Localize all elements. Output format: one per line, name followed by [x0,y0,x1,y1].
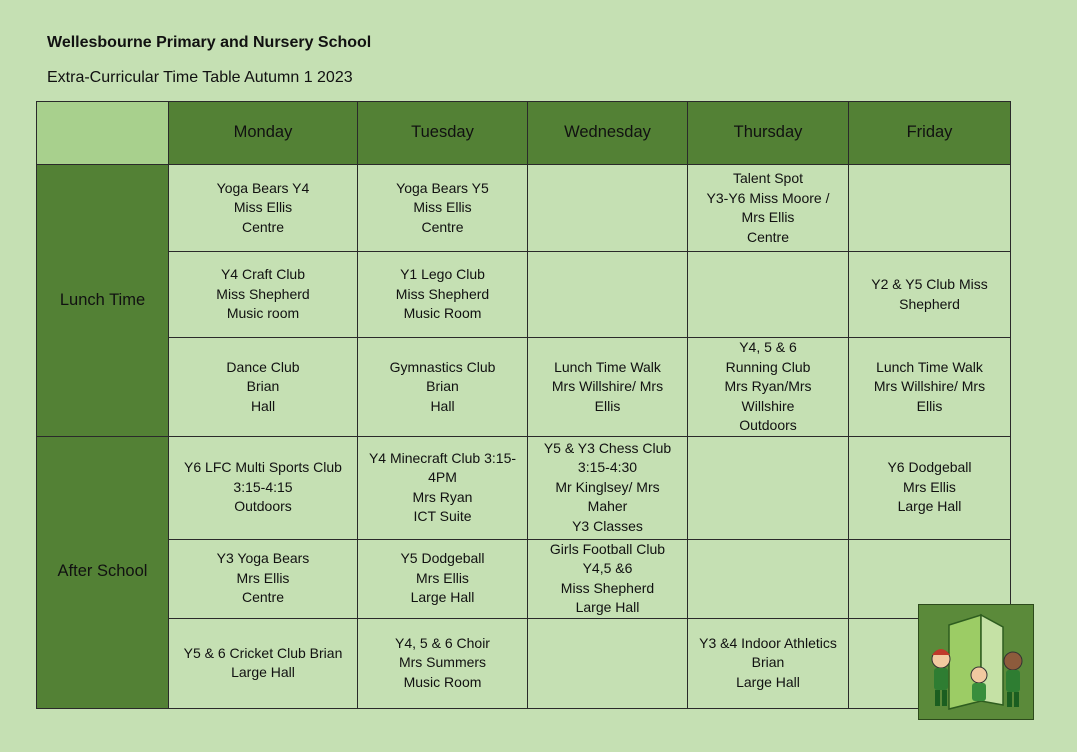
activity-cell-tuesday [358,252,528,338]
activity-text: Y3-Y6 Miss Moore / [706,189,830,206]
activity-text: Y3 &4 Indoor Athletics [699,634,837,651]
activity-text: Large Hall [897,498,962,515]
activity-text: Brian [751,654,785,671]
activity-text: Large Hall [575,599,640,615]
activity-cell-wednesday [528,436,688,539]
activity-cell-tuesday [358,618,528,708]
activity-text: Centre [746,228,790,245]
activity-cell-thursday [688,165,849,252]
activity-cell-wednesday [528,539,688,618]
activity-text: Large Hall [231,664,295,680]
activity-text: Y5 & Y3 Chess Club [543,439,672,456]
activity-cell-friday [849,338,1011,437]
corner-cell [37,102,169,165]
day-header-wednesday: Wednesday [528,102,688,165]
activity-text: Centre [241,218,285,235]
activity-cell-monday [169,436,358,539]
period-lunch-time: Lunch Time [37,165,169,437]
activity-text: Outdoors [739,417,797,433]
school-logo [918,604,1034,720]
activity-text: Y6 LFC Multi Sports Club [184,459,342,476]
activity-text: Yoga Bears Y4 [216,179,310,196]
activity-text: Hall [430,397,455,414]
activity-cell-friday [849,252,1011,338]
children-book-illustration [919,605,1033,719]
day-header-thursday: Thursday [688,102,849,165]
activity-text: Mrs Willshire/ Mrs [873,378,986,394]
activity-text: Miss Shepherd [216,285,310,302]
activity-cell-monday [169,338,358,437]
activity-text: ICT Suite [413,508,472,524]
activity-text: Mrs Ellis [741,209,795,225]
activity-text: Y6 Dodgeball [887,459,972,476]
activity-cell-thursday [688,618,849,708]
activity-text: Brian [246,378,280,394]
activity-text: Music room [226,305,300,322]
activity-row [37,618,1011,708]
activity-text: Shepherd [899,295,960,312]
activity-row [37,165,1011,252]
period-after-school: After School [37,436,169,708]
activity-text: Centre [421,218,464,235]
activity-cell-wednesday [528,338,688,437]
activity-text: Y4, 5 & 6 [739,339,797,355]
activity-row [37,252,1011,338]
activity-text: Y1 Lego Club [400,266,485,283]
activity-text: Lunch Time Walk [876,358,983,375]
day-header-friday: Friday [849,102,1011,165]
activity-text: Miss Ellis [233,199,293,216]
activity-cell-monday [169,539,358,618]
activity-text: Centre [241,589,285,606]
activity-text: Running Club [725,358,811,375]
activity-text: Maher [587,498,628,515]
activity-text: Music Room [403,673,482,690]
activity-text: Ellis [916,397,943,414]
activity-cell-monday [169,165,358,252]
timetable [36,101,1011,709]
activity-text: Mrs Willshire/ Mrs [551,378,664,394]
activity-text: Dance Club [226,358,300,375]
activity-text: 3:15-4:15 [233,478,293,495]
activity-text: Y5 & 6 Cricket Club Brian [183,644,343,661]
activity-cell-monday [169,618,358,708]
activity-text: Lunch Time Walk [554,358,661,375]
activity-cell-thursday [688,539,849,618]
activity-cell-tuesday [358,436,528,539]
timetable-body [37,102,1011,709]
activity-text: Girls Football Club [549,540,666,557]
activity-text: Y4 Craft Club [220,266,306,283]
activity-cell-friday [849,165,1011,252]
activity-text: Talent Spot [732,170,804,186]
activity-text: Y3 Classes [572,517,643,534]
activity-text: Y3 Yoga Bears [216,550,310,567]
activity-text: Mrs Ellis [236,569,290,586]
activity-text: Mrs Summers [398,654,487,671]
activity-text: Yoga Bears Y5 [396,179,489,196]
activity-row [37,338,1011,437]
activity-cell-tuesday [358,539,528,618]
activity-text: Y4, 5 & 6 Choir [395,634,490,651]
activity-text: Hall [250,397,276,414]
activity-text: Large Hall [410,589,475,606]
activity-text: Y2 & Y5 Club Miss [871,276,988,292]
activity-text: Mrs Ryan [412,488,473,505]
activity-row [37,539,1011,618]
activity-text: Ellis [594,397,621,414]
day-header-tuesday: Tuesday [358,102,528,165]
activity-text: Mrs Ellis [416,569,469,586]
activity-text: Mr Kinglsey/ Mrs [555,478,660,495]
activity-text: Mrs Ellis [903,478,956,495]
activity-text: Willshire [741,397,795,414]
activity-cell-tuesday [358,338,528,437]
activity-cell-tuesday [358,165,528,252]
activity-text: Brian [426,378,459,394]
activity-text: Mrs Ryan/Mrs [724,378,812,394]
activity-cell-thursday [688,436,849,539]
activity-text: 3:15-4:30 [577,459,638,476]
activity-text: Y5 Dodgeball [400,550,485,567]
activity-text: Large Hall [736,673,800,690]
activity-cell-wednesday [528,165,688,252]
activity-cell-monday [169,252,358,338]
activity-text: Miss Ellis [413,199,472,216]
activity-text: Y4,5 &6 [582,560,633,576]
activity-text: 4PM [428,469,457,485]
activity-text: Music Room [403,305,482,322]
activity-text: Gymnastics Club [389,358,496,375]
activity-cell-thursday [688,338,849,437]
activity-cell-friday [849,436,1011,539]
activity-row [37,436,1011,539]
activity-cell-thursday [688,252,849,338]
activity-text: Outdoors [234,498,292,515]
activity-text: Y4 Minecraft Club 3:15- [368,449,517,466]
timetable-subtitle: Extra-Curricular Time Table Autumn 1 2023 [47,69,353,86]
school-title: Wellesbourne Primary and Nursery School [47,34,372,51]
activity-cell-wednesday [528,252,688,338]
activity-text: Miss Shepherd [395,285,490,302]
activity-text: Miss Shepherd [560,579,655,596]
day-header-monday: Monday [169,102,358,165]
activity-cell-wednesday [528,618,688,708]
day-header-row [37,102,1011,165]
